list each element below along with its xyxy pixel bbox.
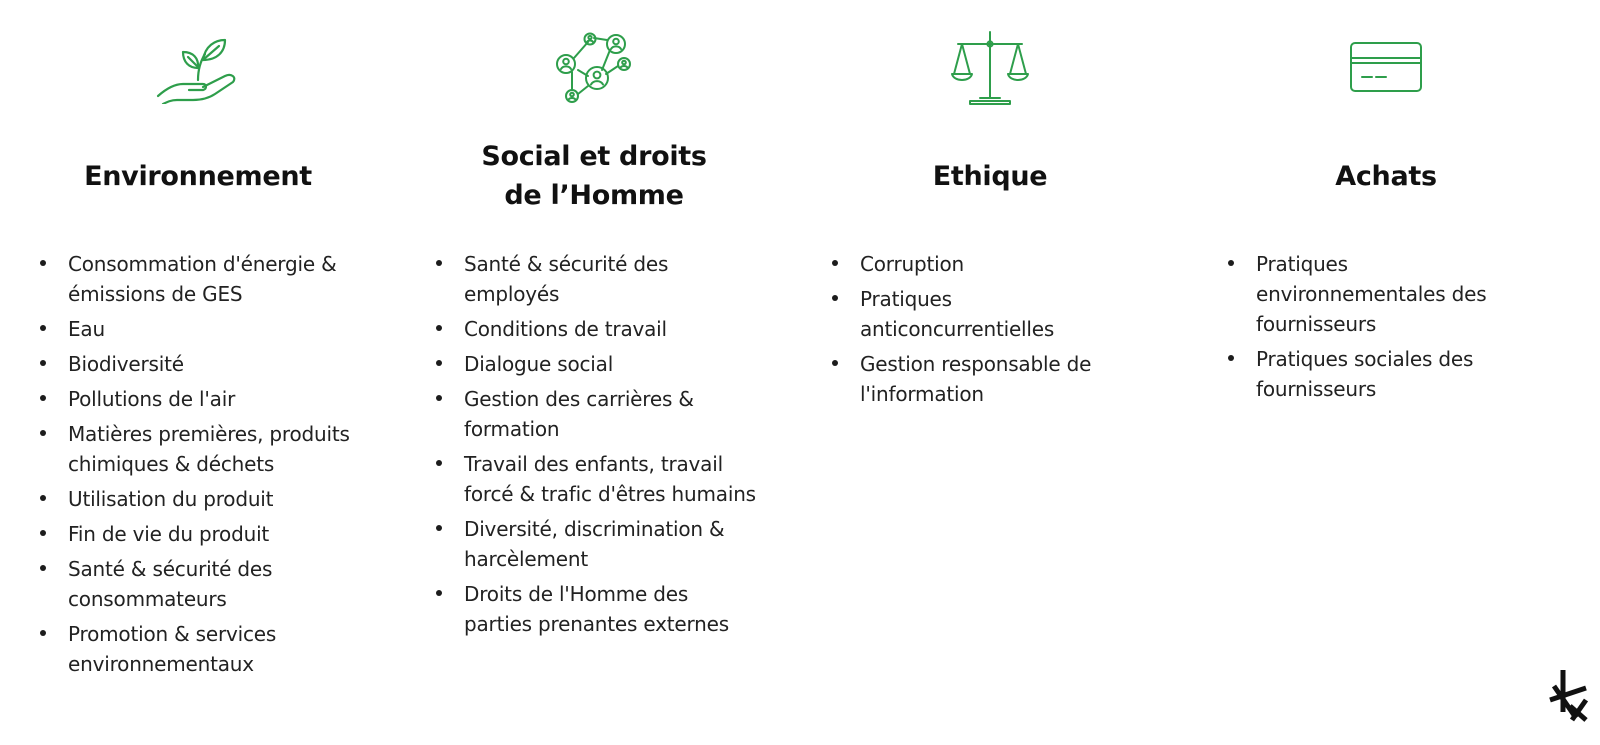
list-item: Dialogue social [436,349,756,379]
bullet-list [832,249,1132,414]
list-item: Matières premières, produits chimiques & déchets [40,419,360,479]
list-item: Corruption [832,249,1132,279]
plant-in-hand-icon [0,28,396,108]
list-item: Pratiques environnementales des fournisseurs [1228,249,1518,339]
list-item: Diversité, discrimination & harcèlement [436,514,756,574]
list-item: Consommation d'énergie & émissions de GES [40,249,360,309]
list-item: Fin de vie du produit [40,519,360,549]
list-item: Santé & sécurité des employés [436,249,756,309]
list-item: Gestion responsable de l'information [832,349,1132,409]
list-item: Gestion des carrières & formation [436,384,756,444]
list-item: Promotion & services environnementaux [40,619,360,679]
bullet-list [436,249,756,644]
list-item: Pollutions de l'air [40,384,360,414]
list-item: Santé & sécurité des consommateurs [40,554,360,614]
column-title: Environnement [84,160,312,192]
bullet-list [1228,249,1518,409]
bullet-list [40,249,360,684]
list-item: Travail des enfants, travail forcé & trafic d'êtres humains [436,449,756,509]
list-item: Droits de l'Homme des parties prenantes externes [436,579,756,639]
list-item: Pratiques anticoncurrentielles [832,284,1132,344]
list-item: Conditions de travail [436,314,756,344]
brand-logo-icon [1546,668,1590,724]
column-title: Social et droits de l’Homme [481,141,707,211]
people-network-icon [396,28,792,108]
column-title: Achats [1335,160,1437,192]
balance-scale-icon [792,28,1188,108]
list-item: Eau [40,314,360,344]
list-item: Biodiversité [40,349,360,379]
list-item: Utilisation du produit [40,484,360,514]
credit-card-icon [1188,28,1584,108]
column-title: Ethique [932,160,1048,192]
list-item: Pratiques sociales des fournisseurs [1228,344,1518,404]
